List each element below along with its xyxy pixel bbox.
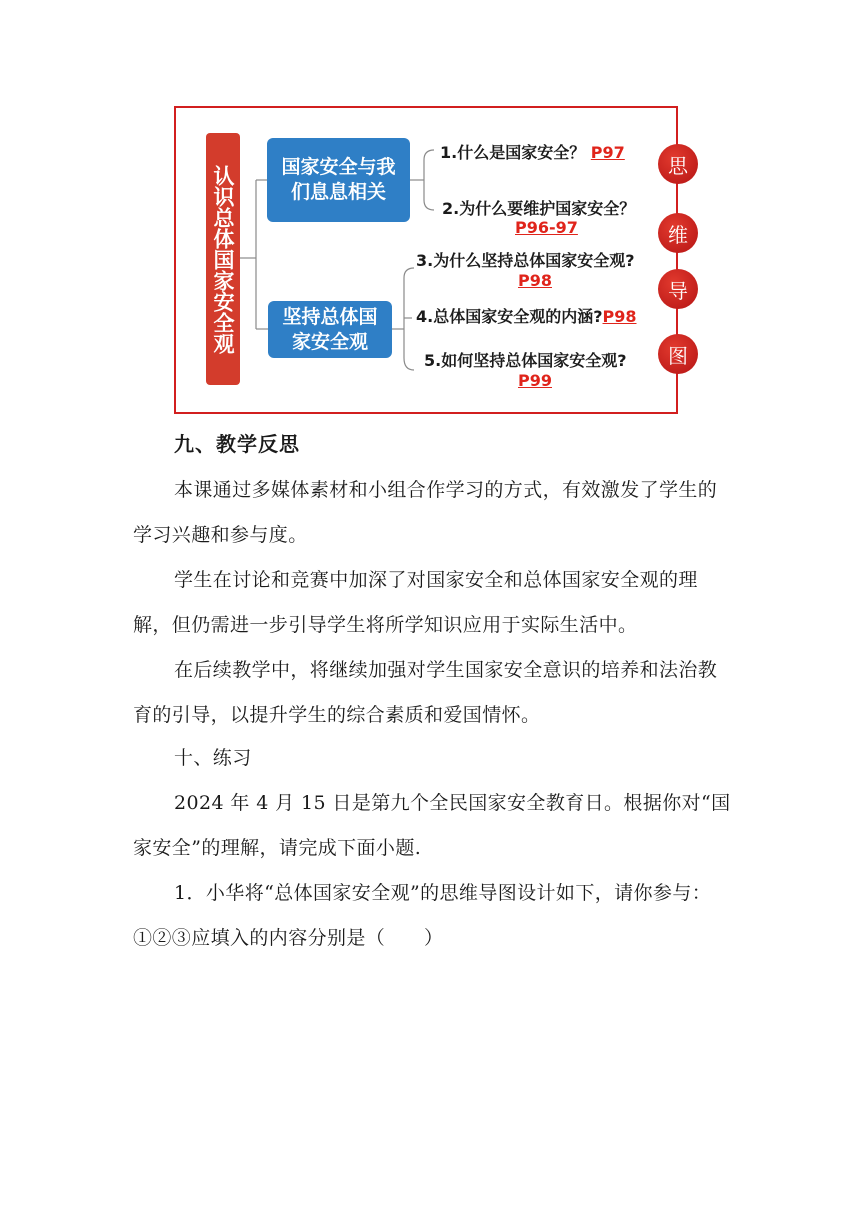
mindmap-branch-2: 坚持总体国家安全观: [268, 301, 392, 358]
mind-map: [174, 106, 688, 414]
mindmap-leaf-3-text: 3.为什么坚持总体国家安全观?: [416, 251, 635, 270]
section-10-question-1: 1．小华将“总体国家安全观”的思维导图设计如下，请你参与：①②③应填入的内容分别是（ ）: [133, 882, 712, 949]
mindmap-leaf-5-text: 5.如何坚持总体国家安全观?: [424, 351, 627, 370]
mindmap-leaf-4: [416, 304, 637, 327]
mindmap-root: 认识总体国家安全观: [206, 133, 240, 385]
mindmap-leaf-2-page: P96-97: [515, 218, 578, 237]
mindmap-leaf-3-page: P98: [518, 271, 552, 290]
leaf-4-text: 4.总体国家安全观的内涵?: [416, 307, 603, 326]
mindmap-branch-1: 国家安全与我们息息相关: [267, 138, 410, 222]
badge-tu: 图: [658, 334, 698, 374]
section-9-paragraph-1: 本课通过多媒体素材和小组合作学习的方式，有效激发了学生的学习兴趣和参与度。: [133, 479, 718, 546]
section-9-paragraph-2: 学生在讨论和竞赛中加深了对国家安全和总体国家安全观的理解，但仍需进一步引导学生将所学知识应用于实际生活中。: [133, 569, 698, 636]
badge-dao: 导: [658, 269, 698, 309]
mindmap-leaf-5-page: P99: [518, 371, 552, 390]
section-9-paragraph-3: 在后续教学中，将继续加强对学生国家安全意识的培养和法治教育的引导，以提升学生的综合素质和爱国情怀。: [133, 659, 718, 726]
leaf-1-page: P97: [590, 143, 625, 162]
leaf-1-text: 1.什么是国家安全？: [440, 143, 586, 162]
section-9-title: 九、教学反思: [174, 432, 300, 456]
mindmap-leaf-1: [440, 140, 625, 163]
badge-si: 思: [658, 144, 698, 184]
section-10-paragraph-1: 2024 年 4 月 15 日是第九个全民国家安全教育日。根据你对“国家安全”的理解，请完成下面小题.: [133, 792, 731, 859]
mindmap-leaf-2-text: 2.为什么要维护国家安全？: [442, 199, 636, 218]
section-10-title: 十、练习: [174, 747, 252, 769]
badge-wei: 维: [658, 213, 698, 253]
leaf-4-page: P98: [602, 307, 637, 326]
